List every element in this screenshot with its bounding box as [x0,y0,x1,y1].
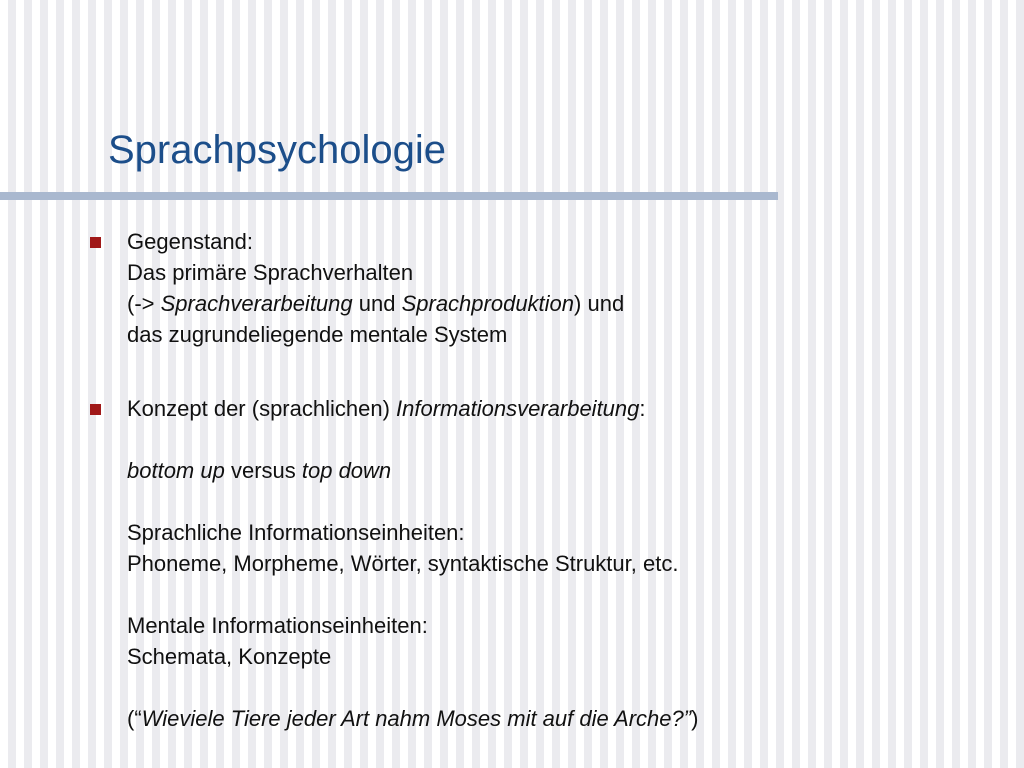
spacer [127,424,987,455]
bullet-marker [90,237,101,248]
text-line: Schemata, Konzepte [127,644,332,669]
text-run: ) [691,706,699,731]
bullet-item-gegenstand [127,226,987,350]
bullet-marker [90,404,101,415]
text-run: (“ [127,706,142,731]
text-run: ) und [574,291,625,316]
text-run: versus [224,458,302,483]
bullet-item-konzept [127,393,987,734]
text-line: Gegenstand: [127,229,253,254]
italic-term: Sprachproduktion [401,291,575,316]
text-line: Das primäre Sprachverhalten [127,260,414,285]
text-run: und [352,291,402,316]
text-line [127,455,987,486]
slide-title: Sprachpsychologie [108,128,446,172]
text-line: Mentale Informationseinheiten: [127,613,428,638]
text-line: Sprachliche Informationseinheiten: [127,520,465,545]
text-line: Phoneme, Morpheme, Wörter, syntaktische Struktur, etc. [127,551,679,576]
text-run: : [639,396,646,421]
italic-term: Informationsverarbeitung [396,396,640,421]
text-run: (-> [127,291,161,316]
italic-term: Sprachverarbeitung [160,291,353,316]
text-run: Konzept der (sprachlichen) [127,396,397,421]
spacer [127,579,987,610]
text-line: das zugrundeliegende mentale System [127,322,508,347]
italic-term: top down [301,458,392,483]
spacer [127,486,987,517]
text-line [127,288,987,319]
text-line [127,393,987,424]
italic-term: bottom up [127,458,225,483]
spacer [127,672,987,703]
italic-term: Wieviele Tiere jeder Art nahm Moses mit auf die Arche?” [141,706,692,731]
text-line [127,703,987,734]
